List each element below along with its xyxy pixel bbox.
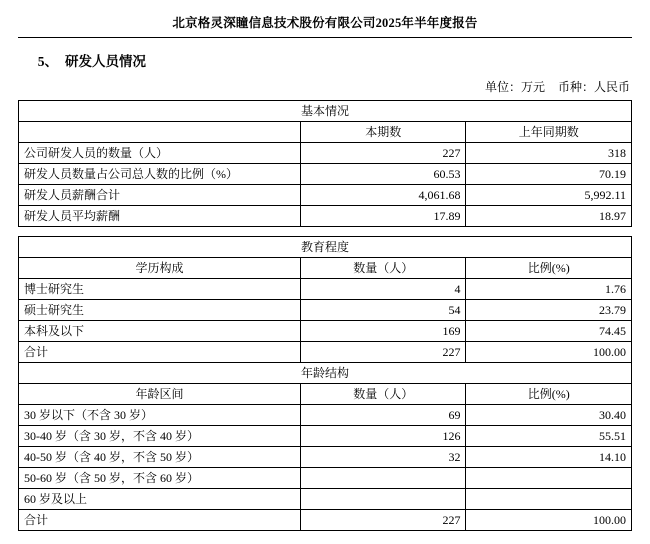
row-previous: 70.19 <box>466 164 632 185</box>
row-ratio <box>466 489 632 510</box>
education-header-category: 学历构成 <box>19 258 301 279</box>
basic-info-table <box>18 100 632 227</box>
row-count: 227 <box>300 342 466 363</box>
section-title-text: 研发人员情况 <box>65 54 146 69</box>
row-current: 17.89 <box>300 206 466 227</box>
row-count: 69 <box>300 405 466 426</box>
table-row <box>19 279 632 300</box>
row-ratio: 100.00 <box>466 342 632 363</box>
age-header-range: 年龄区间 <box>19 384 301 405</box>
table-row <box>19 321 632 342</box>
row-count: 32 <box>300 447 466 468</box>
table-row <box>19 342 632 363</box>
table-row <box>19 143 632 164</box>
table-row <box>19 405 632 426</box>
row-count: 54 <box>300 300 466 321</box>
basic-band-label: 基本情况 <box>19 101 632 122</box>
row-label: 研发人员平均薪酬 <box>19 206 301 227</box>
row-label: 40-50 岁（含 40 岁，不含 50 岁） <box>19 447 301 468</box>
row-label: 30-40 岁（含 30 岁，不含 40 岁） <box>19 426 301 447</box>
table-row <box>19 510 632 531</box>
table-band-row <box>19 363 632 384</box>
row-count: 126 <box>300 426 466 447</box>
row-label: 博士研究生 <box>19 279 301 300</box>
row-count: 4 <box>300 279 466 300</box>
row-count: 169 <box>300 321 466 342</box>
unit-amount: 单位：万元 <box>484 80 545 94</box>
section-heading <box>32 50 632 70</box>
row-label: 研发人员薪酬合计 <box>19 185 301 206</box>
section-number: 5、 <box>37 54 58 69</box>
table-row <box>19 468 632 489</box>
education-header-count: 数量（人） <box>300 258 466 279</box>
education-band-label: 教育程度 <box>19 237 632 258</box>
row-ratio: 30.40 <box>466 405 632 426</box>
age-header-ratio: 比例(%) <box>466 384 632 405</box>
row-label: 30 岁以下（不含 30 岁） <box>19 405 301 426</box>
row-label: 本科及以下 <box>19 321 301 342</box>
row-count: 227 <box>300 510 466 531</box>
row-current: 4,061.68 <box>300 185 466 206</box>
row-ratio: 55.51 <box>466 426 632 447</box>
table-header-row <box>19 384 632 405</box>
row-label: 合计 <box>19 510 301 531</box>
table-header-row <box>19 258 632 279</box>
basic-header-blank <box>19 122 301 143</box>
row-current: 227 <box>300 143 466 164</box>
unit-currency: 币种：人民币 <box>557 80 630 94</box>
basic-header-previous: 上年同期数 <box>466 122 632 143</box>
table-header-row <box>19 122 632 143</box>
row-label: 硕士研究生 <box>19 300 301 321</box>
table-row <box>19 185 632 206</box>
row-count <box>300 489 466 510</box>
header-divider <box>18 37 632 38</box>
row-ratio: 14.10 <box>466 447 632 468</box>
education-and-age-table <box>18 236 632 531</box>
table-band-row <box>19 101 632 122</box>
education-header-ratio: 比例(%) <box>466 258 632 279</box>
row-ratio: 100.00 <box>466 510 632 531</box>
row-previous: 18.97 <box>466 206 632 227</box>
row-ratio <box>466 468 632 489</box>
table-row <box>19 164 632 185</box>
row-current: 60.53 <box>300 164 466 185</box>
age-band-label: 年龄结构 <box>19 363 632 384</box>
table-row <box>19 300 632 321</box>
row-ratio: 23.79 <box>466 300 632 321</box>
table-band-row <box>19 237 632 258</box>
row-label: 50-60 岁（含 50 岁，不含 60 岁） <box>19 468 301 489</box>
row-ratio: 74.45 <box>466 321 632 342</box>
row-count <box>300 468 466 489</box>
page-header: 北京格灵深瞳信息技术股份有限公司2025年半年度报告 <box>172 16 478 30</box>
row-label: 公司研发人员的数量（人） <box>19 143 301 164</box>
row-label: 研发人员数量占公司总人数的比例（%） <box>19 164 301 185</box>
row-ratio: 1.76 <box>466 279 632 300</box>
table-row <box>19 426 632 447</box>
row-label: 合计 <box>19 342 301 363</box>
unit-note <box>18 78 630 95</box>
age-header-count: 数量（人） <box>300 384 466 405</box>
table-row <box>19 206 632 227</box>
table-row <box>19 447 632 468</box>
basic-header-current: 本期数 <box>300 122 466 143</box>
row-label: 60 岁及以上 <box>19 489 301 510</box>
row-previous: 318 <box>466 143 632 164</box>
table-row <box>19 489 632 510</box>
row-previous: 5,992.11 <box>466 185 632 206</box>
